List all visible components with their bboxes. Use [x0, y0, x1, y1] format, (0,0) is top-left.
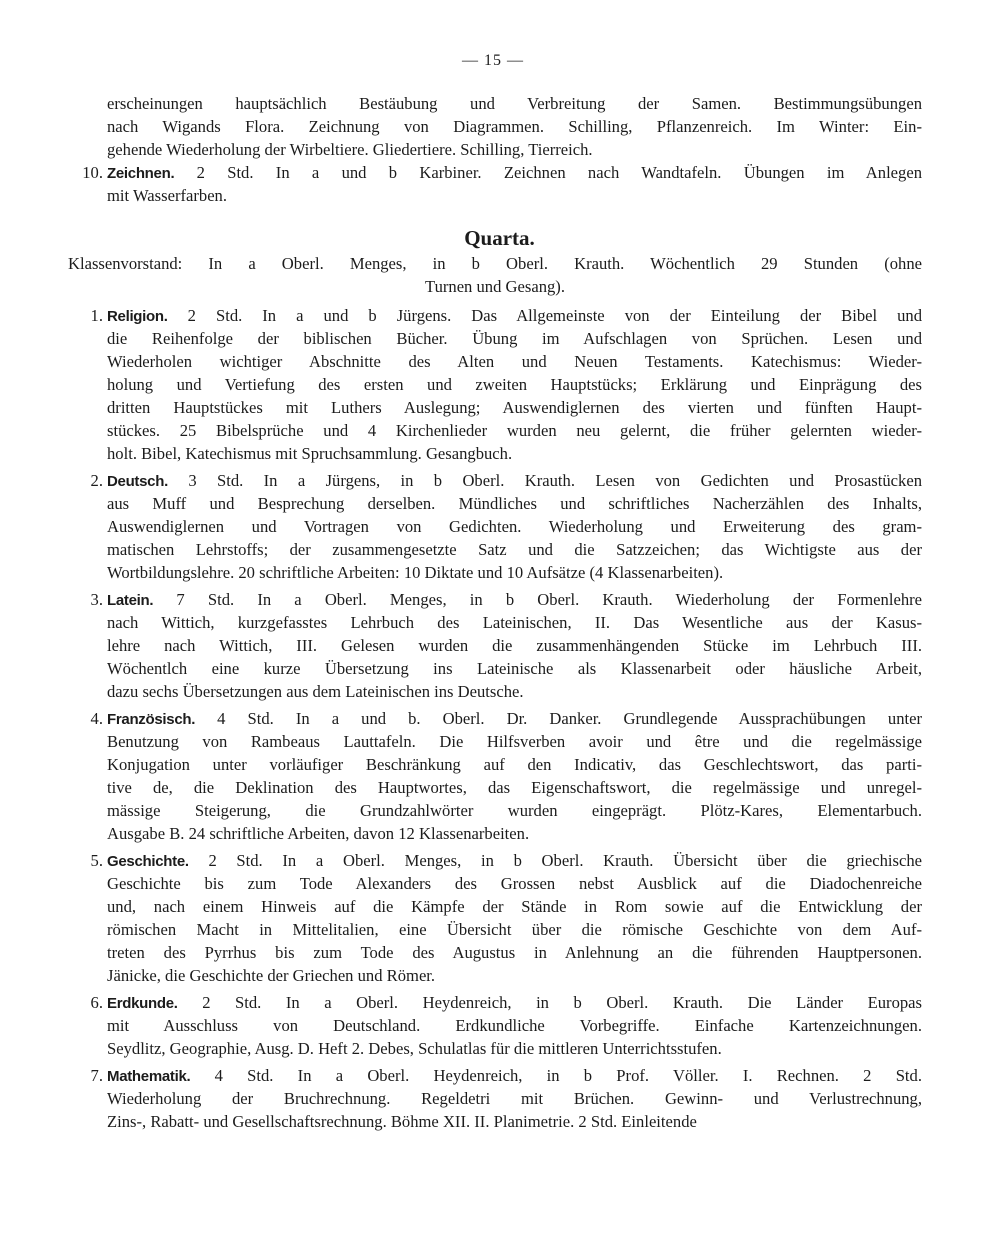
subject-title: Geschichte.: [107, 853, 189, 870]
subject-item: [90, 588, 923, 703]
text-line: Zins-, Rabatt- und Gesellschaftsrechnung. Böhme XII. II. Planimetrie. 2 Std. Einleitende: [107, 1112, 697, 1131]
text-line: mässige Steigerung, die Grundzahlwörter wurden eingeprägt. Plötz-Kares, Elementarbuch.: [107, 801, 922, 820]
subject-item: [90, 991, 922, 1060]
text-line: mit Ausschluss von Deutschland. Erdkundliche Vorbegriffe. Einfache Kartenzeichnungen.: [107, 1016, 922, 1035]
item-text: 2 Std. In a und b Jürgens. Das Allgemeinste von der Einteilung der Bibel und: [187, 306, 923, 325]
item-number: 3.: [90, 590, 103, 609]
text-line: Wiederholen wichtiger Abschnitte des Alten und Neuen Testaments. Katechismus: Wieder-: [107, 352, 922, 371]
subject-title: Deutsch.: [107, 473, 168, 490]
subject-title: Erdkunde.: [107, 995, 178, 1012]
text-line: mit Wasserfarben.: [107, 186, 228, 205]
text-line: Ausgabe B. 24 schriftliche Arbeiten, davon 12 Klassenarbeiten.: [107, 824, 530, 843]
subject-title: Mathematik.: [107, 1068, 191, 1085]
text-line: treten des Pyrrhus bis zum Tode des Augustus in Anlehnung an die führenden Hauptpersonen.: [107, 943, 922, 962]
text-line: die Reihenfolge der biblischen Bücher. Übung im Aufschlagen von Sprüchen. Lesen und: [107, 329, 922, 348]
item-text: 4 Std. In a Oberl. Heydenreich, in b Prof. Völler. I. Rechnen. 2 Std.: [214, 1066, 922, 1085]
text-line: matischen Lehrstoffs; der zusammengesetzte Satz und die Satzzeichen; das Wichtigste aus der: [107, 540, 922, 559]
item-number: 6.: [90, 993, 103, 1012]
subject-title: Zeichnen.: [107, 165, 175, 182]
subject-item: [82, 161, 923, 207]
text-line: nach Wigands Flora. Zeichnung von Diagrammen. Schilling, Pflanzenreich. Im Winter: Ein-: [107, 117, 922, 136]
subject-item: [90, 707, 922, 845]
page-number: — 15 —: [462, 52, 524, 69]
text-line: lehre nach Wittich, III. Gelesen wurden die zusammenhängenden Stücke im Lehrbuch III.: [107, 636, 922, 655]
text-line: [90, 588, 923, 611]
text-line: Jänicke, die Geschichte der Griechen und Römer.: [107, 966, 436, 985]
subject-item: [90, 1064, 922, 1133]
text-line: Wortbildungslehre. 20 schriftliche Arbeiten: 10 Diktate und 10 Aufsätze (4 Klassenarbeiten).: [107, 563, 724, 582]
text-line: dritten Hauptstückes mit Luthers Auslegung; Auswendiglernen des vierten und fünften Haupt-: [107, 398, 922, 417]
text-line: holt. Bibel, Katechismus mit Spruchsammlung. Gesangbuch.: [107, 444, 513, 463]
item-number: 2.: [90, 471, 103, 490]
text-line: [90, 1064, 922, 1087]
subject-list: [90, 304, 923, 1133]
text-line: Konjugation unter vorläufiger Beschränkung auf den Indicativ, das Geschlechtswort, das parti-: [107, 755, 922, 774]
text-line: römischen Macht in Mittelitalien, eine Übersicht über die römische Geschichte von dem Auf-: [107, 920, 922, 939]
text-line: stückes. 25 Bibelsprüche und 4 Kirchenlieder wurden neu gelernt, die früher gelernten wieder-: [107, 421, 922, 440]
intro-paragraph: [107, 92, 922, 161]
text-line: Geschichte bis zum Tode Alexanders des Grossen nebst Ausblick auf die Diadochenreiche: [107, 874, 922, 893]
subject-item: [90, 849, 923, 987]
subject-title: Latein.: [107, 592, 154, 609]
text-line: [90, 991, 922, 1014]
pre-section-items: [82, 161, 923, 207]
item-text: 2 Std. In a Oberl. Menges, in b Oberl. Krauth. Übersicht über die griechische: [208, 851, 923, 870]
text-line: [90, 304, 923, 327]
text-line: und, nach einem Hinweis auf die Kämpfe der Stände in Rom sowie auf die Entwicklung der: [107, 897, 922, 916]
item-number: 7.: [90, 1066, 103, 1085]
text-line: nach Wittich, kurzgefasstes Lehrbuch des Lateinischen, II. Das Wesentliche aus der Kasus-: [107, 613, 922, 632]
text-line: Wöchentlch eine kurze Übersetzung ins Lateinische als Klassenarbeit oder häusliche Arbeit,: [107, 659, 922, 678]
item-text: 3 Std. In a Jürgens, in b Oberl. Krauth. Lesen von Gedichten und Prosastücken: [188, 471, 922, 490]
text-line: Auswendiglernen und Vortragen von Gedichten. Wiederholung und Erweiterung des gram-: [107, 517, 922, 536]
class-info-line: Turnen und Gesang).: [425, 277, 565, 296]
text-line: dazu sechs Übersetzungen aus dem Lateinischen ins Deutsche.: [107, 682, 524, 701]
class-info: [68, 252, 922, 298]
subject-item: [90, 469, 922, 584]
subject-item: [90, 304, 923, 465]
class-info-line: Klassenvorstand: In a Oberl. Menges, in b Oberl. Krauth. Wöchentlich 29 Stunden (ohne: [68, 254, 922, 273]
subject-title: Französisch.: [107, 711, 196, 728]
text-line: Wiederholung der Bruchrechnung. Regeldetri mit Brüchen. Gewinn- und Verlustrechnung,: [107, 1089, 922, 1108]
text-line: Benutzung von Rambeaus Lauttafeln. Die Hilfsverben avoir und être und die regelmässige: [107, 732, 922, 751]
subject-title: Religion.: [107, 308, 168, 325]
page-body: [68, 92, 923, 1133]
text-line: [90, 707, 922, 730]
text-line: [90, 849, 923, 872]
item-number: 1.: [90, 306, 103, 325]
item-text: 2 Std. In a und b Karbiner. Zeichnen nach Wandtafeln. Übungen im Anlegen: [196, 163, 923, 182]
item-text: 7 Std. In a Oberl. Menges, in b Oberl. Krauth. Wiederholung der Formenlehre: [176, 590, 923, 609]
text-line: gehende Wiederholung der Wirbeltiere. Gliedertiere. Schilling, Tierreich.: [107, 140, 593, 159]
text-line: holung und Vertiefung des ersten und zweiten Hauptstücks; Erklärung und Einprägung des: [107, 375, 922, 394]
item-text: 2 Std. In a Oberl. Heydenreich, in b Oberl. Krauth. Die Länder Europas: [202, 993, 922, 1012]
text-line: [82, 161, 923, 184]
text-line: aus Muff und Besprechung derselben. Mündliches und schriftliches Nacherzählen des Inhalts,: [107, 494, 922, 513]
item-number: 10.: [82, 163, 103, 182]
text-line: Seydlitz, Geographie, Ausg. D. Heft 2. Debes, Schulatlas für die mittleren Unterrichtsstufen.: [107, 1039, 722, 1058]
text-line: [90, 469, 922, 492]
item-number: 5.: [90, 851, 103, 870]
text-line: tive de, die Deklination des Hauptwortes, das Eigenschaftswort, die regelmässige und unregel-: [107, 778, 922, 797]
text-line: erscheinungen hauptsächlich Bestäubung und Verbreitung der Samen. Bestimmungsübungen: [107, 94, 922, 113]
item-text: 4 Std. In a und b. Oberl. Dr. Danker. Grundlegende Aussprachübungen unter: [217, 709, 922, 728]
section-title: Quarta.: [464, 226, 535, 250]
item-number: 4.: [90, 709, 103, 728]
